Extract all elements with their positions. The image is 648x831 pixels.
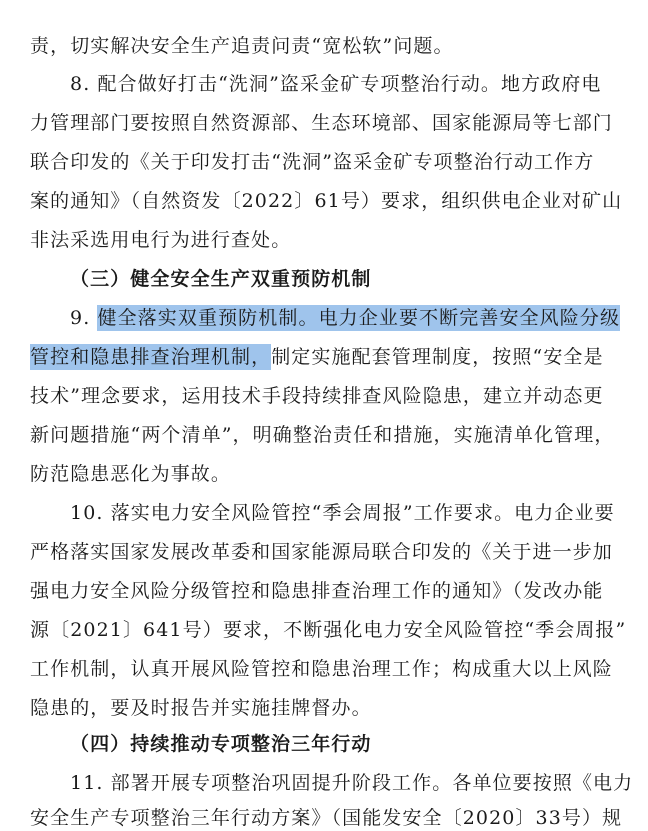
text-line: 技术”理念要求，运用技术手段持续排查风险隐患，建立并动态更 (30, 385, 604, 407)
text-line: 责，切实解决安全生产追责问责“宽松软”问题。 (30, 35, 454, 57)
text-line[interactable] (70, 305, 648, 331)
text-line: 源〔2021〕641号）要求，不断强化电力安全风险管控“季会周报” (30, 619, 627, 641)
text-line: 力管理部门要按照自然资源部、生态环境部、国家能源局等七部门 (30, 112, 613, 134)
text-line: 8. 配合做好打击“洗洞”盗采金矿专项整治行动。地方政府电 (70, 73, 602, 95)
text-line: 联合印发的《关于印发打击“洗洞”盗采金矿专项整治行动工作方 (30, 151, 595, 173)
highlighted-text[interactable]: 管控和隐患排查治理机制， (30, 346, 272, 368)
item-number: 9. (70, 307, 91, 329)
text-line: 安全生产专项整治三年行动方案》（国能发安全〔2020〕33号）规 (30, 807, 623, 829)
text-line: 工作机制，认真开展风险管控和隐患治理工作；构成重大以上风险 (30, 658, 613, 680)
text-line: 非法采选用电行为进行查处。 (30, 229, 292, 251)
highlighted-text[interactable]: 健全落实双重预防机制。电力企业要不断完善安全风险分级 (97, 307, 621, 329)
text-line: 防范隐患恶化为事故。 (30, 463, 232, 485)
text-run: 制定实施配套管理制度，按照“安全是 (271, 346, 604, 368)
text-line: 11. 部署开展专项整治巩固提升阶段工作。各单位要按照《电力 (70, 772, 634, 794)
text-line: 10. 落实电力安全风险管控“季会周报”工作要求。电力企业要 (70, 502, 615, 524)
section-heading: （三）健全安全生产双重预防机制 (70, 268, 372, 290)
text-line[interactable] (30, 344, 648, 370)
text-line: 隐患的，要及时报告并实施挂牌督办。 (30, 697, 372, 719)
section-heading: （四）持续推动专项整治三年行动 (70, 733, 372, 755)
text-line: 新问题措施“两个清单”，明确整治责任和措施，实施清单化管理， (30, 424, 615, 446)
text-line: 强电力安全风险分级管控和隐患排查治理工作的通知》（发改办能 (30, 580, 604, 602)
text-line: 案的通知》（自然资发〔2022〕61号）要求，组织供电企业对矿山 (30, 190, 623, 212)
text-line: 严格落实国家发展改革委和国家能源局联合印发的《关于进一步加 (30, 541, 613, 563)
